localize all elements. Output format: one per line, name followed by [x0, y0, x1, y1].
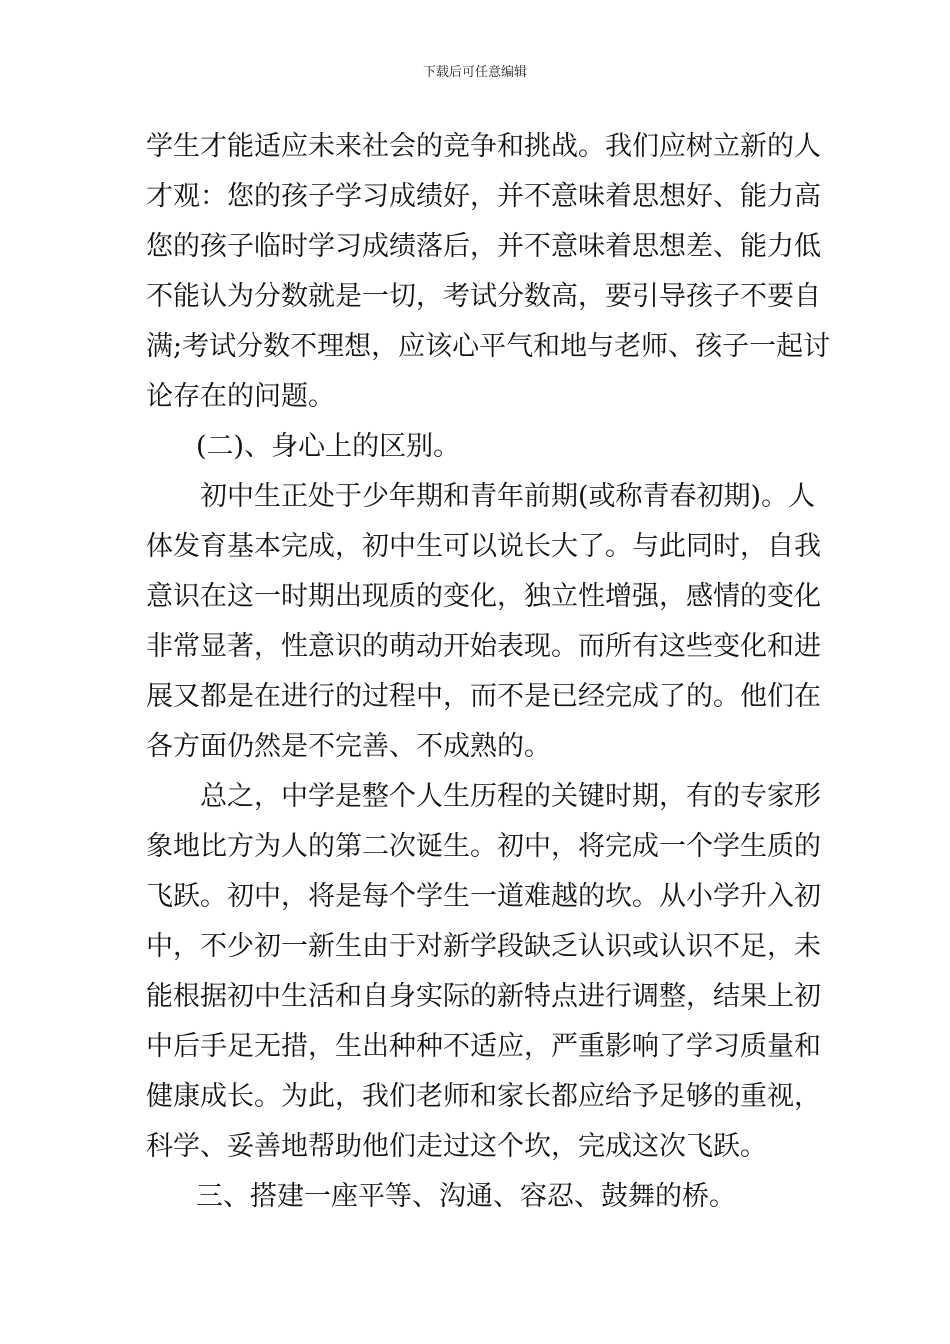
text-line: 意识在这一时期出现质的变化，独立性增强，感情的变化: [146, 581, 821, 612]
text-line: 中，不少初一新生由于对新学段缺乏认识或认识不足，未: [146, 931, 821, 962]
section-heading: (二)、身心上的区别。: [196, 431, 461, 462]
section-heading: 三、搭建一座平等、沟通、容忍、鼓舞的桥。: [196, 1181, 736, 1212]
text-line: 非常显著，性意识的萌动开始表现。而所有这些变化和进: [146, 631, 821, 662]
text-line: 学生才能适应未来社会的竞争和挑战。我们应树立新的人: [146, 131, 821, 162]
text-line: 科学、妥善地帮助他们走过这个坎，完成这次飞跃。: [146, 1131, 767, 1162]
text-line: 象地比方为人的第二次诞生。初中，将完成一个学生质的: [146, 831, 821, 862]
text-line: 不能认为分数就是一切，考试分数高，要引导孩子不要自: [146, 281, 821, 312]
text-line: 健康成长。为此，我们老师和家长都应给予足够的重视，: [146, 1081, 821, 1112]
text-line: 您的孩子临时学习成绩落后，并不意味着思想差、能力低: [146, 231, 821, 262]
text-line: 才观：您的孩子学习成绩好，并不意味着思想好、能力高: [146, 181, 821, 212]
text-line: 能根据初中生活和自身实际的新特点进行调整，结果上初: [146, 981, 821, 1012]
text-line: 满;考试分数不理想，应该心平气和地与老师、孩子一起讨: [146, 331, 831, 362]
text-line: 总之，中学是整个人生历程的关键时期，有的专家形: [200, 781, 821, 812]
text-line: 展又都是在进行的过程中，而不是已经完成了的。他们在: [146, 681, 821, 712]
text-line: 初中生正处于少年期和青年前期(或称青春初期)。人: [200, 481, 816, 512]
document-body: [146, 122, 831, 1222]
text-line: 论存在的问题。: [146, 381, 335, 412]
page-header: 下载后可任意编辑: [422, 65, 527, 80]
text-line: 体发育基本完成，初中生可以说长大了。与此同时，自我: [146, 531, 821, 562]
text-line: 中后手足无措，生出种种不适应，严重影响了学习质量和: [146, 1031, 821, 1062]
text-line: 各方面仍然是不完善、不成熟的。: [146, 731, 551, 762]
text-line: 飞跃。初中，将是每个学生一道难越的坎。从小学升入初: [146, 881, 821, 912]
